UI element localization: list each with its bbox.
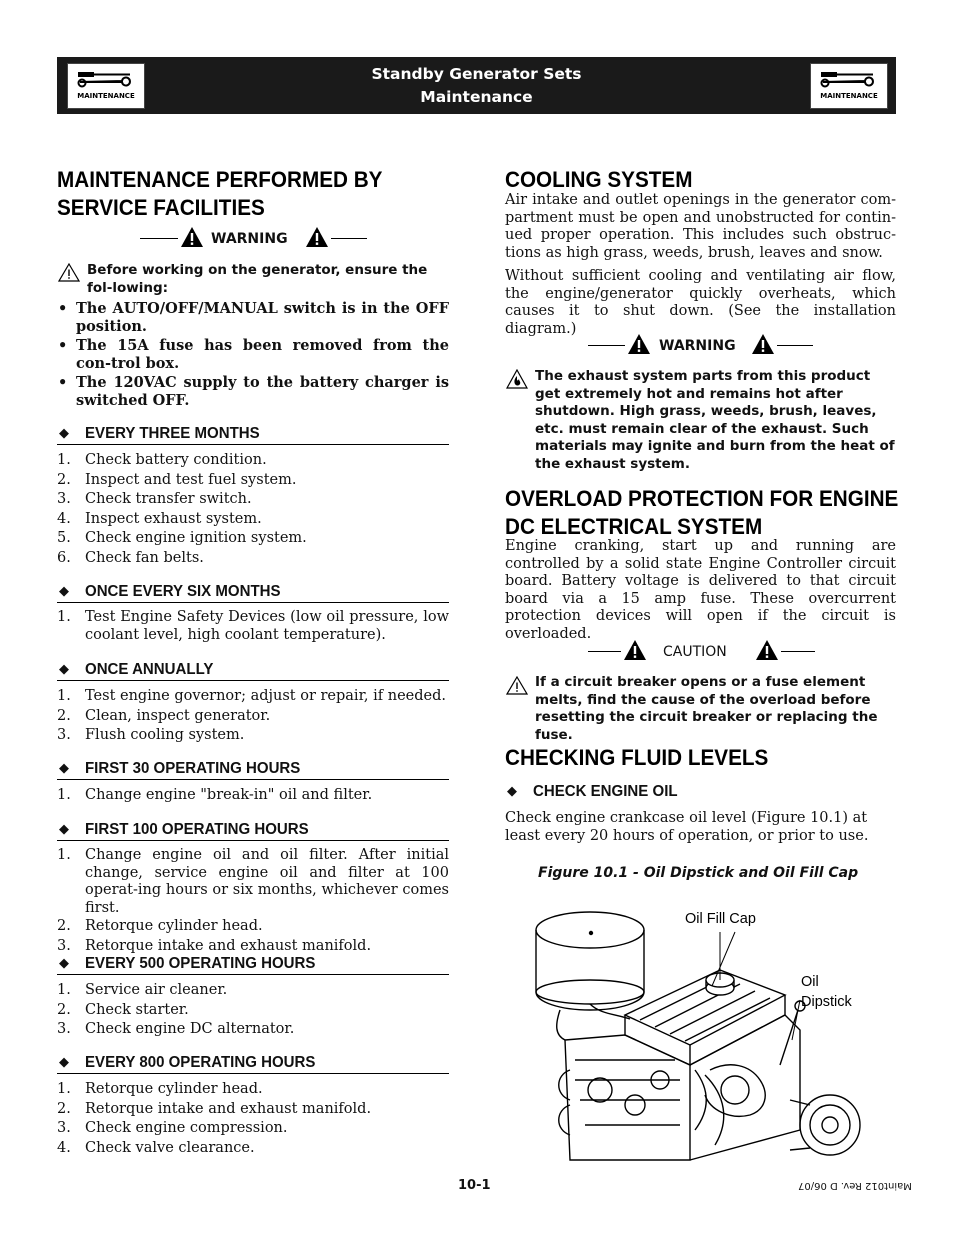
item-number: 1.: [57, 1081, 71, 1097]
item-text: Check starter.: [85, 1001, 189, 1018]
overload-paragraph: Engine cranking, start up and running are controlled by a solid state Engine Controller circuit board. Battery voltage is delivered to that circuit board via a 15 amp fuse. These overcurrent protection devices will open if the circuit is overloaded.: [505, 538, 896, 642]
page-number: 10-1: [458, 1178, 491, 1193]
item-text: Change engine oil and oil filter. After initial change, service engine oil and filter at 100 operat-ing hours or six months, whichever comes first.: [85, 847, 449, 916]
item-number: 2.: [57, 1100, 71, 1117]
item-text: Flush cooling system.: [85, 727, 245, 743]
item-number: 1.: [57, 847, 71, 863]
schedule-heading-label: EVERY 800 OPERATING HOURS: [85, 1054, 316, 1071]
schedule-list: [57, 847, 449, 956]
oil-paragraph: Check engine crankcase oil level (Figure 10.1) at least every 20 hours of operation, or prior to use.: [505, 810, 869, 844]
safety-bullet-text: The 15A fuse has been removed from the con-trol box.: [76, 337, 449, 372]
item-number: 4.: [57, 1139, 71, 1156]
cooling-paragraph-1: Air intake and outlet openings in the generator com-partment must be open and unobstructed for contin-ued proper operation. This includes such obstruc-tions as high grass, weeds, brush, leaves and snow.: [505, 192, 896, 261]
schedule-heading-label: ONCE EVERY SIX MONTHS: [85, 583, 281, 600]
item-text: Check engine DC alternator.: [85, 1021, 295, 1037]
badge-label: MAINTENANCE: [77, 92, 135, 100]
item-text: Check engine compression.: [85, 1120, 288, 1136]
item-text: Retorque intake and exhaust manifold.: [85, 1100, 372, 1117]
diamond-bullet-icon: ◆: [507, 784, 517, 799]
warning-icon: [180, 226, 204, 248]
item-text: Retorque cylinder head.: [85, 918, 263, 934]
wrench-screwdriver-icon: [819, 68, 879, 90]
schedule-list-item: [57, 549, 449, 569]
warning-bar: [140, 226, 370, 250]
header-title-line1: Standby Generator Sets: [371, 65, 582, 83]
schedule-list-item: [57, 687, 449, 707]
schedule-heading: [57, 660, 449, 681]
figure-caption: Figure 10.1 - Oil Dipstick and Oil Fill Cap: [538, 865, 859, 881]
item-text: Clean, inspect generator.: [85, 707, 271, 724]
safety-bullet-text: The 120VAC supply to the battery charger is switched OFF.: [76, 374, 449, 409]
item-text: Retorque intake and exhaust manifold.: [85, 937, 372, 954]
dipstick-label-line1: Oil: [801, 974, 819, 990]
schedule-list-item: [57, 529, 449, 549]
schedule-list: [57, 687, 449, 746]
caution-outline-icon: [506, 676, 528, 695]
item-text: Retorque cylinder head.: [85, 1081, 263, 1097]
item-number: 3.: [57, 1120, 71, 1136]
schedule-heading-label: FIRST 100 OPERATING HOURS: [85, 821, 309, 838]
schedule-list: [57, 451, 449, 568]
item-number: 3.: [57, 937, 71, 954]
item-number: 4.: [57, 510, 71, 527]
caution-bar: [588, 639, 828, 663]
overload-title-line2: DC ELECTRICAL SYSTEM: [505, 514, 763, 539]
header-title-line2: Maintenance: [420, 88, 533, 106]
item-number: 1.: [57, 982, 71, 998]
schedule-list-item: [57, 1080, 449, 1100]
check-engine-oil-heading: [505, 782, 896, 802]
diamond-bullet-icon: ◆: [59, 761, 69, 776]
schedule-heading-label: EVERY 500 OPERATING HOURS: [85, 955, 316, 972]
diamond-bullet-icon: ◆: [59, 956, 69, 971]
schedule-heading: [57, 820, 449, 841]
item-text: Check fan belts.: [85, 549, 204, 566]
schedule-list-item: [57, 1020, 449, 1040]
item-number: 6.: [57, 549, 71, 566]
item-text: Check battery condition.: [85, 452, 267, 468]
item-number: 2.: [57, 918, 71, 934]
item-text: Check transfer switch.: [85, 491, 252, 507]
schedule-heading-label: ONCE ANNUALLY: [85, 661, 214, 678]
cooling-title: COOLING SYSTEM: [505, 167, 693, 192]
item-number: 1.: [57, 609, 71, 625]
warning-label: WARNING: [659, 338, 736, 354]
item-text: Inspect and test fuel system.: [85, 471, 297, 488]
maintenance-badge-left: [67, 63, 145, 109]
bullet-dot-icon: •: [58, 337, 68, 354]
schedule-list-item: [57, 1100, 449, 1120]
schedule-list-item: [57, 1139, 449, 1159]
wrench-screwdriver-icon: [76, 68, 136, 90]
caution-outline-icon: [58, 263, 80, 282]
item-number: 2.: [57, 471, 71, 488]
safety-bullet-item: [57, 374, 449, 409]
schedule-list: [57, 609, 449, 644]
overload-title: [505, 485, 898, 541]
hot-surface-icon: [506, 369, 528, 389]
dipstick-label-line2: Dipstick: [801, 994, 852, 1010]
schedule-heading: [57, 1053, 449, 1074]
diamond-bullet-icon: ◆: [59, 822, 69, 837]
maintenance-badge-right: [810, 63, 888, 109]
schedule-heading: [57, 759, 449, 780]
bullet-dot-icon: •: [58, 374, 68, 391]
item-text: Check valve clearance.: [85, 1139, 255, 1156]
document-code: Maint012 Rev. D 06/07: [798, 1180, 912, 1191]
warning-icon: [755, 639, 779, 661]
schedule-list-item: [57, 786, 449, 806]
schedule-heading: [57, 582, 449, 603]
header-title: [207, 63, 746, 109]
item-number: 1.: [57, 452, 71, 468]
check-engine-oil-label: CHECK ENGINE OIL: [533, 783, 678, 800]
caution-text: If a circuit breaker opens or a fuse element melts, find the cause of the overload before resetting the circuit breaker or replacing the fuse.: [535, 674, 878, 743]
item-number: 2.: [57, 1001, 71, 1018]
schedule-list: [57, 786, 449, 806]
warning-icon: [751, 333, 775, 355]
schedule-list-item: [57, 471, 449, 491]
schedule-heading: [57, 954, 449, 975]
schedule-list-item: [57, 609, 449, 644]
bullet-dot-icon: •: [58, 300, 68, 317]
item-number: 3.: [57, 1021, 71, 1037]
fill-cap-label: Oil Fill Cap: [685, 911, 756, 927]
item-text: Check engine ignition system.: [85, 530, 307, 546]
page-header: [57, 57, 896, 114]
safety-bullet-item: [57, 337, 449, 372]
schedule-list-item: [57, 981, 449, 1001]
safety-bullet-text: The AUTO/OFF/MANUAL switch is in the OFF position.: [76, 300, 449, 335]
diamond-bullet-icon: ◆: [59, 426, 69, 441]
schedule-list: [57, 981, 449, 1040]
fluid-levels-title: CHECKING FLUID LEVELS: [505, 745, 769, 770]
exhaust-warning-text: The exhaust system parts from this product get extremely hot and remains hot after shutdown. High grass, weeds, brush, leaves, etc. must remain clear of the exhaust. Such materials may ignite and burn from the heat of the exhaust system.: [535, 368, 895, 472]
item-text: Service air cleaner.: [85, 982, 228, 998]
engine-illustration: [530, 900, 870, 1170]
schedule-heading: [57, 424, 449, 445]
warning-bar-exhaust: [588, 333, 818, 357]
schedule-list: [57, 1080, 449, 1158]
schedule-list-item: [57, 917, 449, 937]
schedule-list-item: [57, 1001, 449, 1021]
schedule-list-item: [57, 726, 449, 746]
diamond-bullet-icon: ◆: [59, 1055, 69, 1070]
schedule-heading-label: FIRST 30 OPERATING HOURS: [85, 760, 301, 777]
badge-label: MAINTENANCE: [820, 92, 878, 100]
item-number: 3.: [57, 491, 71, 507]
warning-label: WARNING: [211, 231, 288, 247]
safety-bullet-list: [57, 300, 449, 411]
warning-icon: [305, 226, 329, 248]
left-section-title: [57, 166, 382, 222]
schedule-list-item: [57, 490, 449, 510]
diamond-bullet-icon: ◆: [59, 584, 69, 599]
item-number: 1.: [57, 688, 71, 704]
schedule-list-item: [57, 707, 449, 727]
item-number: 1.: [57, 787, 71, 803]
schedule-list-item: [57, 510, 449, 530]
left-title-line2: SERVICE FACILITIES: [57, 195, 265, 220]
left-title-line1: MAINTENANCE PERFORMED BY: [57, 167, 383, 192]
schedule-list-item: [57, 451, 449, 471]
safety-bullet-item: [57, 300, 449, 335]
item-text: Test engine governor; adjust or repair, if needed.: [85, 688, 446, 704]
warning-icon: [627, 333, 651, 355]
schedule-heading-label: EVERY THREE MONTHS: [85, 425, 260, 442]
warning-icon: [623, 639, 647, 661]
schedule-list-item: [57, 1119, 449, 1139]
item-text: Test Engine Safety Devices (low oil pressure, low coolant level, high coolant temperature).: [85, 609, 449, 643]
schedule-list-item: [57, 847, 449, 917]
diamond-bullet-icon: ◆: [59, 662, 69, 677]
item-text: Change engine "break-in" oil and filter.: [85, 787, 373, 803]
item-number: 2.: [57, 707, 71, 724]
overload-title-line1: OVERLOAD PROTECTION FOR ENGINE: [505, 486, 899, 511]
item-text: Inspect exhaust system.: [85, 510, 262, 527]
item-number: 5.: [57, 530, 71, 546]
cooling-paragraph-2: Without sufficient cooling and ventilating air flow, the engine/generator quickly overheats, which causes it to shut down. (See the installation diagram.): [505, 268, 896, 337]
caution-label: CAUTION: [663, 644, 727, 660]
warning-text: Before working on the generator, ensure the fol-lowing:: [87, 262, 428, 296]
item-number: 3.: [57, 727, 71, 743]
